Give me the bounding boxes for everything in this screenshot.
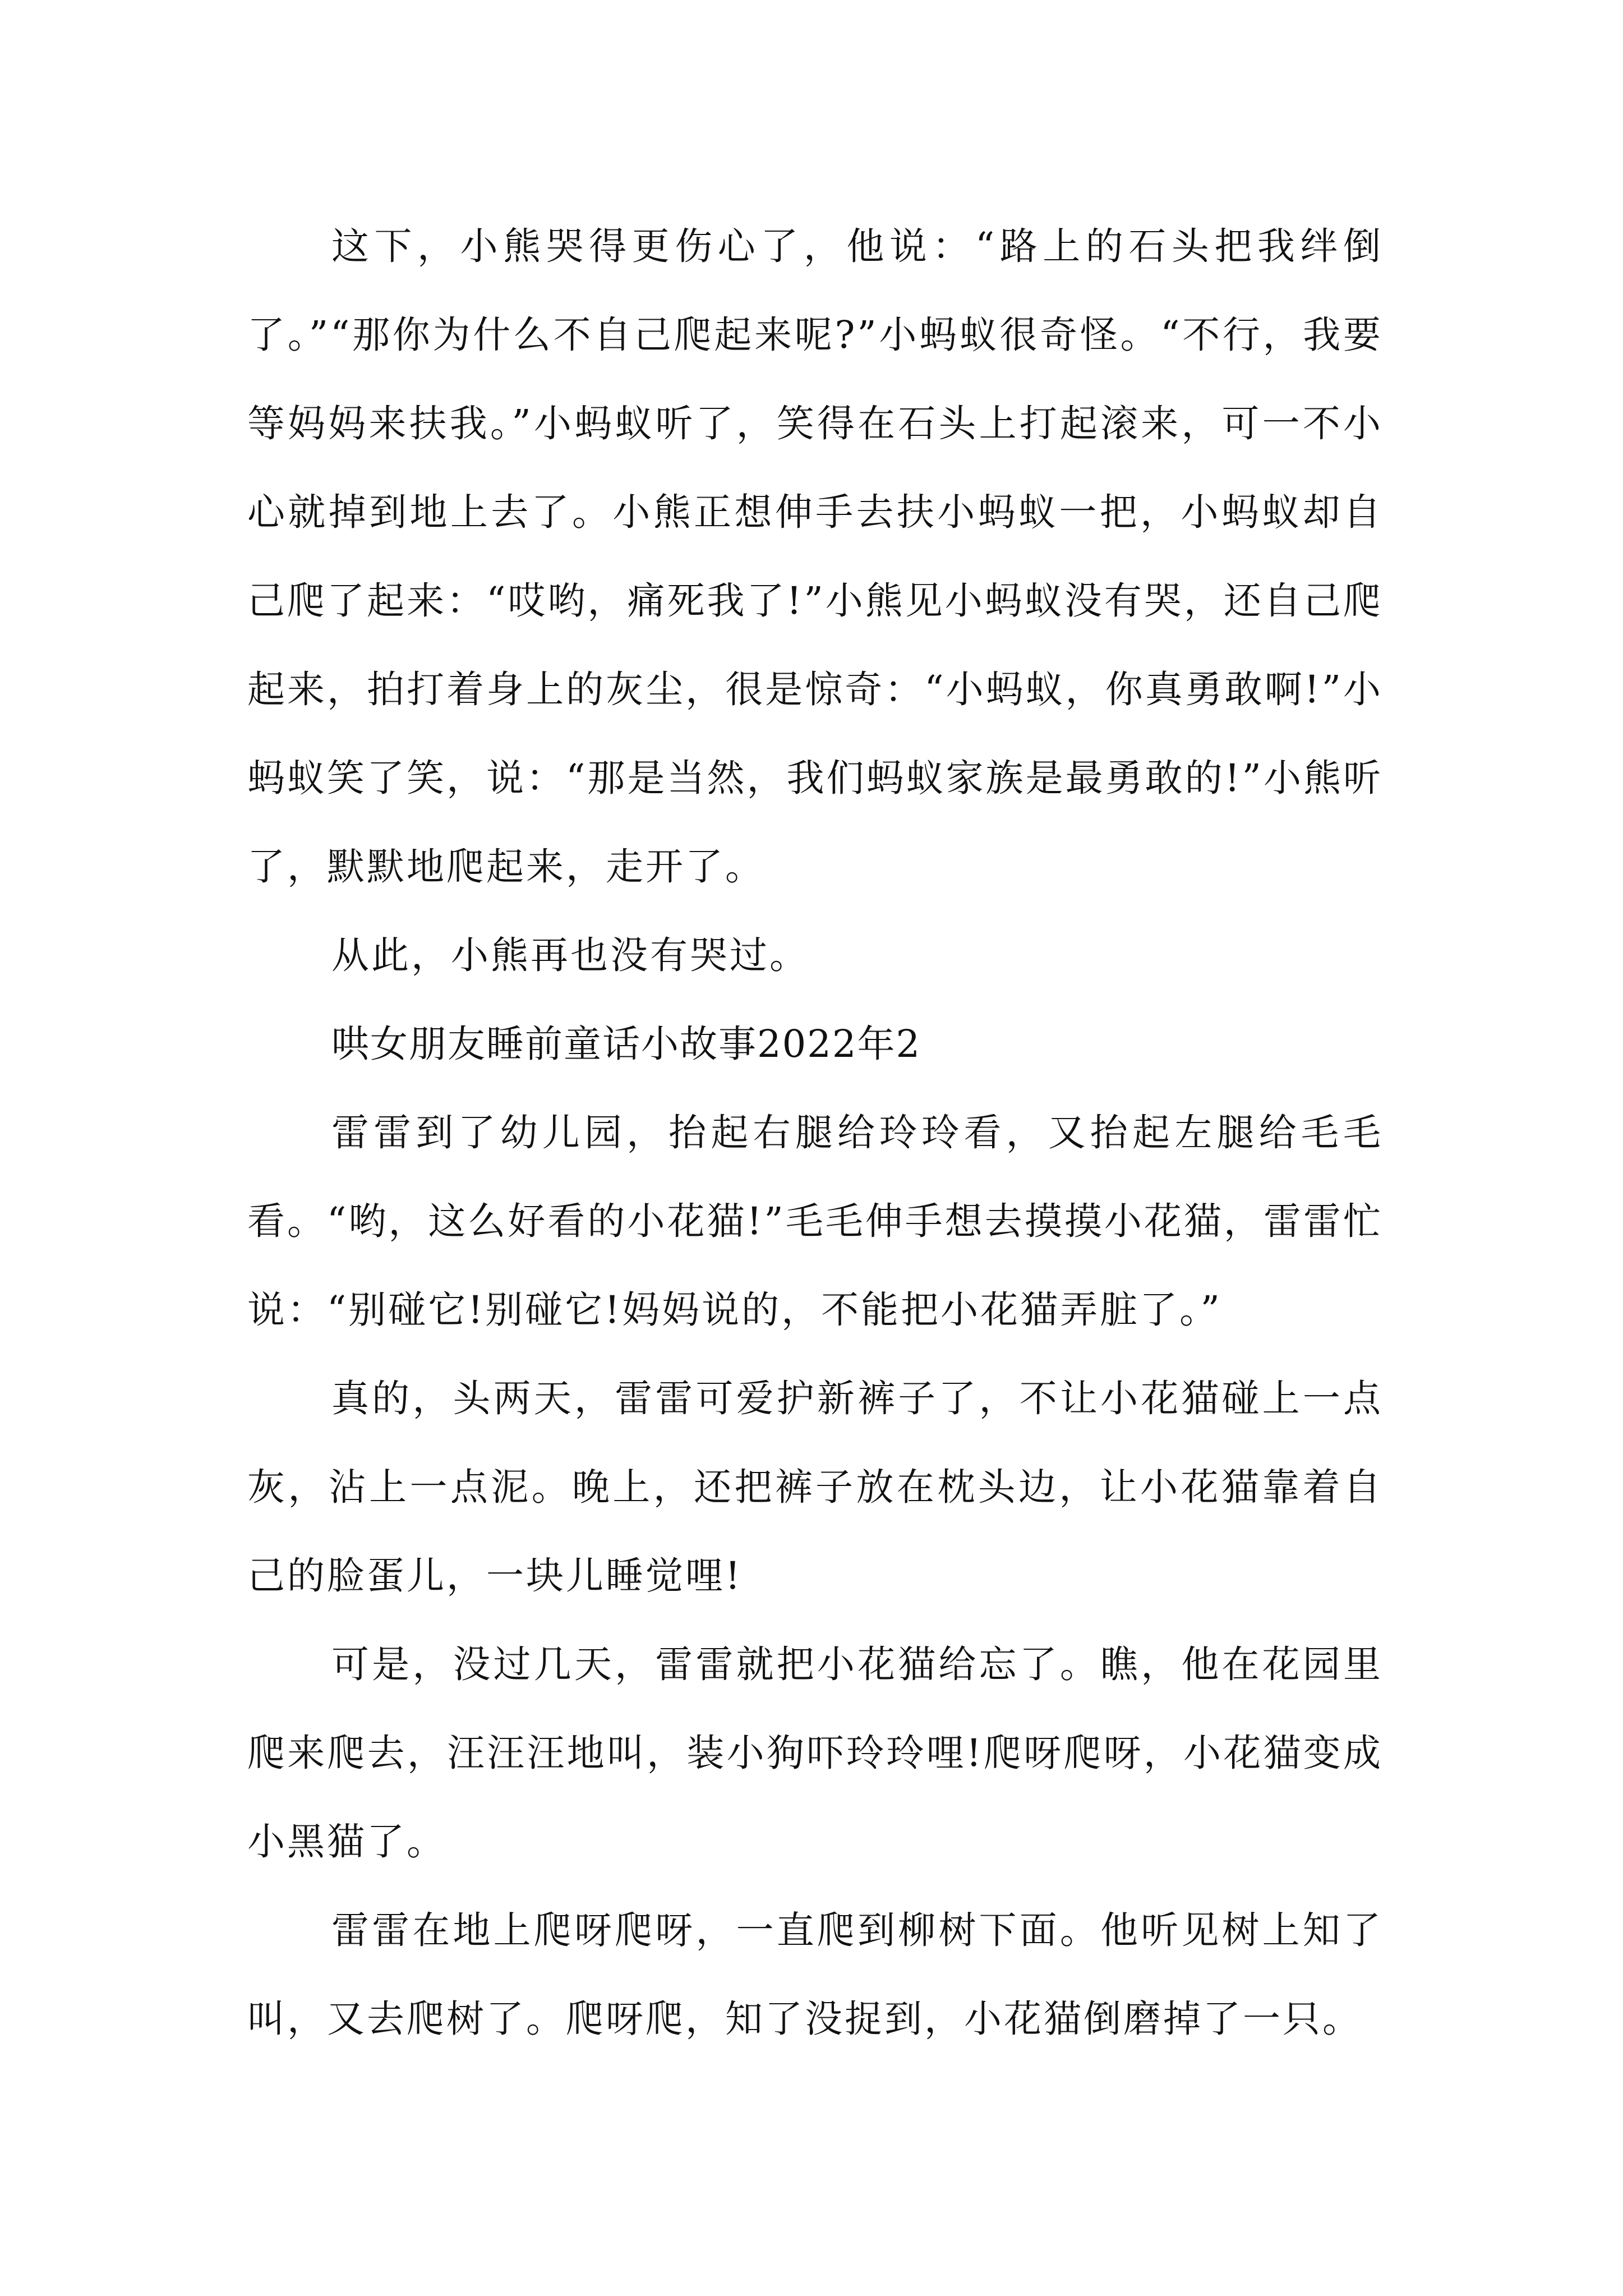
story-title: 哄女朋友睡前童话小故事2022年2 <box>331 1022 921 1066</box>
document-body <box>247 202 1383 2063</box>
paragraph-leilei-kindergarten: 雷雷到了幼儿园，抬起右腿给玲玲看，又抬起左腿给毛毛看。“哟，这么好看的小花猫!”毛毛伸手想去摸摸小花猫，雷雷忙说：“别碰它!别碰它!妈妈说的，不能把小花猫弄脏了。” <box>247 1111 1383 1332</box>
paragraph-leilei-climbs-tree: 雷雷在地上爬呀爬呀，一直爬到柳树下面。他听见树上知了叫，又去爬树了。爬呀爬，知了没捉到，小花猫倒磨掉了一只。 <box>247 1908 1383 2041</box>
paragraph-leilei-forgets-cat: 可是，没过几天，雷雷就把小花猫给忘了。瞧，他在花园里爬来爬去，汪汪汪地叫，装小狗吓玲玲哩!爬呀爬呀，小花猫变成小黑猫了。 <box>247 1642 1383 1864</box>
paragraph-bear-never-cried: 从此，小熊再也没有哭过。 <box>331 933 809 977</box>
paragraph-leilei-cares-pants: 真的，头两天，雷雷可爱护新裤子了，不让小花猫碰上一点灰，沾上一点泥。晚上，还把裤子放在枕头边，让小花猫靠着自己的脸蛋儿，一块儿睡觉哩! <box>247 1377 1383 1598</box>
paragraph-bear-ant-story: 这下，小熊哭得更伤心了，他说：“路上的石头把我绊倒了。”“那你为什么不自己爬起来呢?”小蚂蚁很奇怪。“不行，我要等妈妈来扶我。”小蚂蚁听了，笑得在石头上打起滚来，可一不小心就掉到地上去了。小熊正想伸手去扶小蚂蚁一把，小蚂蚁却自己爬了起来：“哎哟，痛死我了!”小熊见小蚂蚁没有哭，还自己爬起来，拍打着身上的灰尘，很是惊奇：“小蚂蚁，你真勇敢啊!”小蚂蚁笑了笑，说：“那是当然，我们蚂蚁家族是最勇敢的!”小熊听了，默默地爬起来，走开了。 <box>247 224 1383 889</box>
